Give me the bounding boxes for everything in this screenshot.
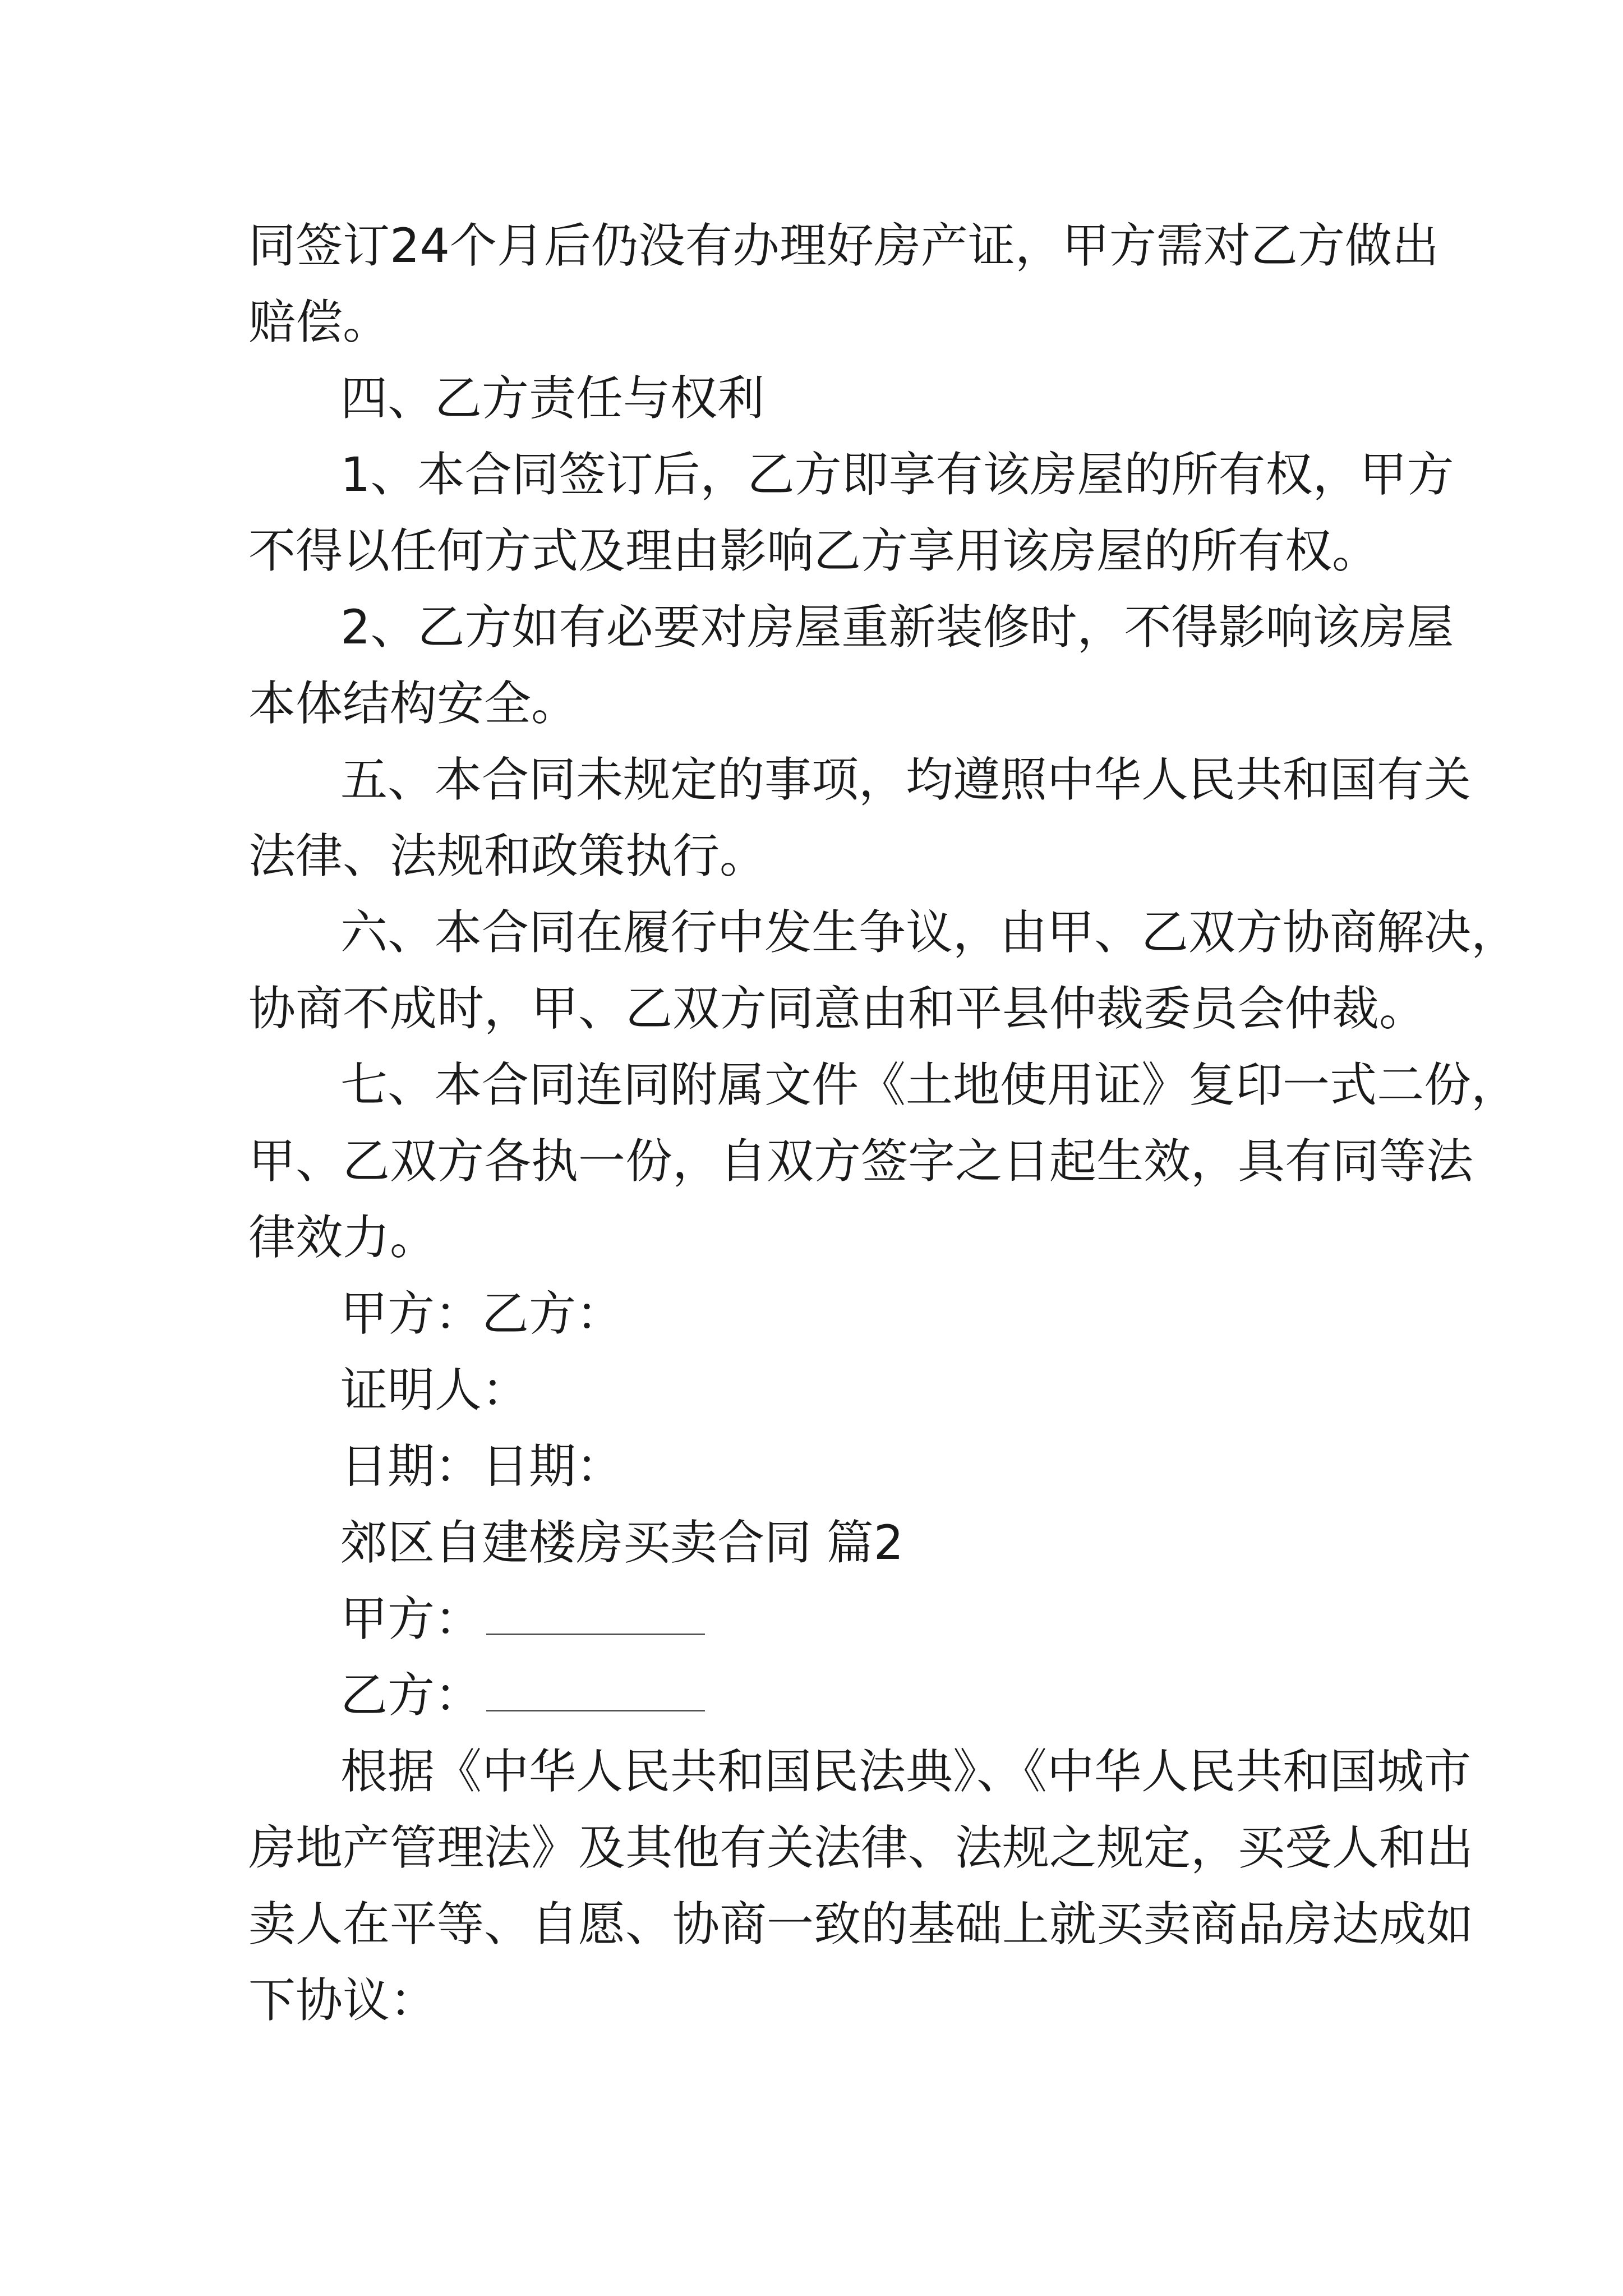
signature-dates: 日期：日期： [340, 1439, 624, 1494]
paragraph-line: 法律、法规和政策执行。 [248, 829, 767, 884]
party-a-label: 甲方： [340, 1591, 482, 1646]
paragraph-line: 2、乙方如有必要对房屋重新装修时，不得影响该房屋 [340, 600, 1454, 655]
section-heading: 四、乙方责任与权利 [340, 371, 765, 426]
paragraph-line: 五、本合同未规定的事项，均遵照中华人民共和国有关 [340, 752, 1472, 807]
party-a-line [248, 1581, 1390, 1657]
paragraph-line: 甲、乙双方各执一份，自双方签字之日起生效，具有同等法 [248, 1134, 1474, 1189]
signature-parties: 甲方：乙方： [340, 1286, 624, 1341]
document-body [248, 208, 1519, 2039]
party-b-blank [486, 1671, 705, 1711]
paragraph-line: 1、本合同签订后，乙方即享有该房屋的所有权，甲方 [340, 447, 1454, 502]
paragraph-line: 七、本合同连同附属文件《土地使用证》复印一式二份， [340, 1057, 1519, 1112]
paragraph-line: 下协议： [248, 1973, 437, 2028]
party-b-label: 乙方： [340, 1668, 482, 1723]
paragraph-line: 房地产管理法》及其他有关法律、法规之规定，买受人和出 [248, 1820, 1474, 1875]
paragraph-line: 协商不成时，甲、乙双方同意由和平县仲裁委员会仲裁。 [248, 981, 1427, 1036]
paragraph-line: 本体结构安全。 [248, 676, 579, 731]
paragraph-line: 六、本合同在履行中发生争议，由甲、乙双方协商解决， [340, 905, 1519, 960]
paragraph-line: 赔偿。 [248, 295, 390, 349]
signature-witness: 证明人： [340, 1363, 529, 1418]
paragraph-line: 根据《中华人民共和国民法典》、《中华人民共和国城市 [340, 1744, 1472, 1799]
paragraph-line: 同签订24个月后仍没有办理好房产证，甲方需对乙方做出 [248, 218, 1439, 273]
paragraph-line: 卖人在平等、自愿、协商一致的基础上就买卖商品房达成如 [248, 1897, 1474, 1952]
paragraph-line: 律效力。 [248, 1210, 437, 1265]
section-title: 郊区自建楼房买卖合同 篇2 [340, 1515, 904, 1570]
party-a-blank [486, 1594, 705, 1635]
paragraph-line: 不得以任何方式及理由影响乙方享用该房屋的所有权。 [248, 523, 1380, 578]
party-b-line [248, 1657, 1390, 1733]
